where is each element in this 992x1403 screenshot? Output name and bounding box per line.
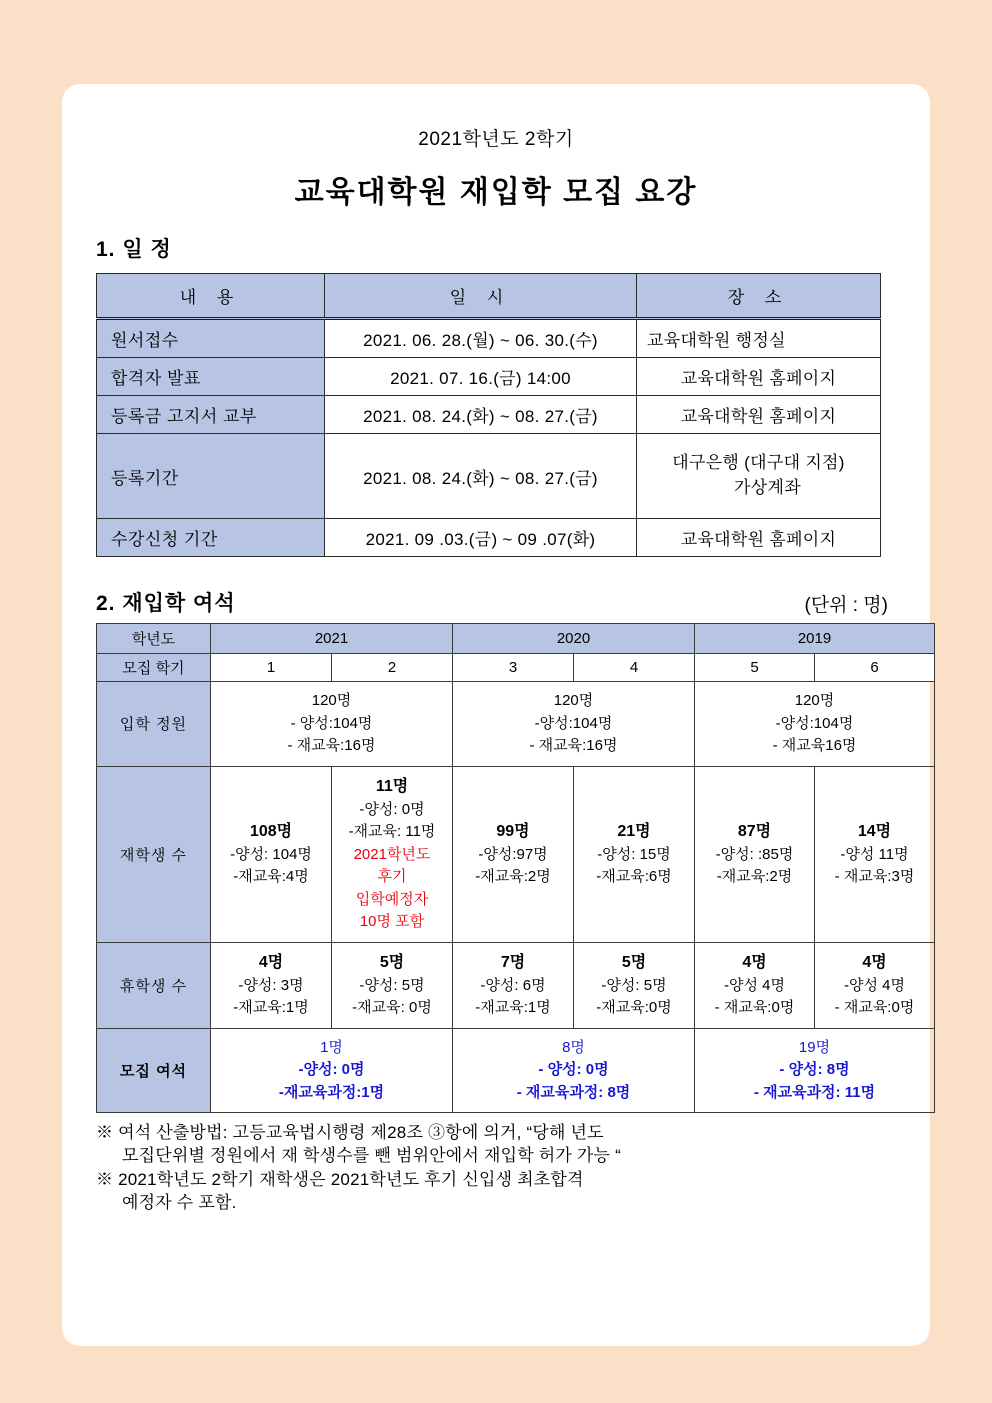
leave-total: 4명 [258,953,284,971]
available-line2: -재교육과정:1명 [278,1083,385,1101]
enrolled-total: 21명 [617,822,651,840]
schedule-cell-datetime: 2021. 07. 16.(금) 14:00 [325,358,637,396]
schedule-cell-place: 교육대학원 홈페이지 [637,396,881,434]
leave-term-2 [332,942,453,1028]
quota-term-6: 6 [815,654,935,682]
available-line1: - 양성: 0명 [538,1061,609,1078]
table-row [97,358,881,396]
leave-term-1 [211,942,332,1028]
leave-total: 4명 [742,953,767,971]
quota-year-row [97,624,935,654]
table-row [97,1028,935,1113]
schedule-cell-datetime: 2021. 09 .03.(금) ~ 09 .07(화) [325,519,637,557]
enrolled-line2: - 재교육:3명 [834,868,915,885]
enrolled-total: 108명 [249,822,293,840]
enrolled-line2: -재교육: 11명 [348,823,436,840]
quota-year-2020: 2020 [453,624,695,654]
enrolled-line2: -재교육:2명 [716,868,793,885]
leave-term-4 [574,942,695,1028]
schedule-cell-content: 등록금 고지서 교부 [97,396,325,434]
leave-line2: -재교육:1명 [233,999,309,1016]
capacity-2020 [453,682,695,767]
capacity-line2: - 재교육:16명 [287,737,376,754]
table-row [97,434,881,519]
enrolled-total: 87명 [737,822,772,840]
enrolled-term-5 [695,766,815,942]
enrolled-note-1: 2021학년도 [353,845,431,863]
capacity-total: 120명 [553,692,594,709]
capacity-line1: -양성:104명 [534,714,613,732]
enrolled-line2: -재교육:2명 [475,868,551,885]
schedule-col-datetime: 일 시 [325,274,637,319]
leave-line2: - 재교육:0명 [714,999,795,1016]
schedule-col-place: 장 소 [637,274,881,319]
leave-term-6 [815,942,935,1028]
quota-year-2019: 2019 [695,624,935,654]
section-1-heading: 1. 일 정 [96,238,172,261]
footnote-2-line2: 예정자 수 포함. [122,1193,237,1213]
schedule-table [96,273,881,557]
quota-year-label: 학년도 [97,624,211,654]
quota-row-label-enrolled: 재학생 수 [97,766,211,942]
footnote-2-line1: ※ 2021학년도 2학기 재학생은 2021학년도 후기 신입생 최초합격 [96,1169,584,1189]
section-2-unit: (단위 : 명) [804,595,888,616]
leave-line1: -양성 4명 [844,976,905,994]
enrolled-note-4: 10명 포함 [359,913,425,930]
leave-line1: -양성: 5명 [359,976,425,994]
enrolled-line2: -재교육:6명 [596,868,672,885]
schedule-col-content: 내 용 [97,274,325,319]
enrolled-note-3: 입학예정자 [355,890,429,908]
available-total: 8명 [562,1038,585,1056]
table-row [97,682,935,767]
document-page [62,84,930,1346]
document-title: 교육대학원 재입학 모집 요강 [294,176,698,209]
available-line2: - 재교육과정: 8명 [516,1083,631,1101]
footnotes [96,1121,900,1215]
quota-year-2021: 2021 [211,624,453,654]
leave-line1: -양성: 5명 [601,976,667,994]
available-2021 [211,1028,453,1113]
leave-line1: -양성 4명 [724,976,785,994]
schedule-cell-place: 교육대학원 행정실 [637,319,881,358]
quota-row-label-capacity: 입학 정원 [97,682,211,767]
available-line1: - 양성: 8명 [779,1061,850,1078]
available-2019 [695,1028,935,1113]
schedule-cell-datetime: 2021. 08. 24.(화) ~ 08. 27.(금) [325,396,637,434]
enrolled-total: 11명 [375,777,409,795]
table-row [97,519,881,557]
quota-term-label: 모집 학기 [97,654,211,682]
available-2020 [453,1028,695,1113]
schedule-cell-content: 합격자 발표 [97,358,325,396]
leave-line2: -재교육:0명 [596,999,672,1016]
leave-term-5 [695,942,815,1028]
schedule-cell-datetime: 2021. 06. 28.(월) ~ 06. 30.(수) [325,319,637,358]
capacity-line2: - 재교육:16명 [529,737,618,754]
quota-term-3: 3 [453,654,574,682]
schedule-cell-place: 교육대학원 홈페이지 [637,519,881,557]
leave-line1: -양성: 6명 [480,976,546,994]
quota-table [96,623,935,1113]
leave-line2: - 재교육:0명 [834,999,915,1016]
quota-term-2: 2 [332,654,453,682]
leave-line1: -양성: 3명 [238,976,304,994]
leave-line2: -재교육: 0명 [352,999,432,1016]
capacity-line2: - 재교육16명 [772,737,857,754]
enrolled-line2: -재교육:4명 [233,868,309,885]
leave-total: 4명 [862,953,887,971]
enrolled-line1: -양성 11명 [840,845,909,863]
capacity-line1: -양성:104명 [775,714,854,732]
schedule-place-line1: 대구은행 (대구대 지점) [672,453,845,473]
enrolled-line1: -양성: 104명 [230,845,312,863]
enrolled-total: 99명 [496,822,530,840]
footnote-1-line2: 모집단위별 정원에서 재 학생수를 뺀 범위안에서 재입학 허가 가능 “ [122,1146,621,1166]
quota-term-4: 4 [574,654,695,682]
leave-line2: -재교육:1명 [475,999,551,1016]
available-total: 19명 [798,1038,831,1056]
schedule-cell-content: 원서접수 [97,319,325,358]
table-row [97,319,881,358]
quota-term-5: 5 [695,654,815,682]
schedule-place-line2: 가상계좌 [734,478,801,497]
enrolled-term-6 [815,766,935,942]
capacity-line1: - 양성:104명 [290,714,373,732]
schedule-cell-place [637,434,881,519]
schedule-cell-datetime: 2021. 08. 24.(화) ~ 08. 27.(금) [325,434,637,519]
quota-row-label-available: 모집 여석 [97,1028,211,1113]
enrolled-line1: -양성: 0명 [359,800,425,818]
available-line1: -양성: 0명 [298,1061,365,1078]
schedule-cell-content: 수강신청 기간 [97,519,325,557]
enrolled-line1: -양성:97명 [478,845,548,863]
document-subtitle: 2021학년도 2학기 [418,129,574,150]
enrolled-note-2: 후기 [377,868,407,885]
enrolled-total: 14명 [857,822,892,840]
capacity-total: 120명 [311,692,352,709]
capacity-2021 [211,682,453,767]
enrolled-term-4 [574,766,695,942]
quota-row-label-leave: 휴학생 수 [97,942,211,1028]
available-line2: - 재교육과정: 11명 [753,1083,876,1101]
leave-total: 7명 [500,953,526,971]
table-row [97,942,935,1028]
section-2-header [92,587,900,617]
table-row [97,396,881,434]
available-total: 1명 [320,1038,343,1056]
quota-term-row [97,654,935,682]
enrolled-term-2 [332,766,453,942]
schedule-cell-place: 교육대학원 홈페이지 [637,358,881,396]
leave-total: 5명 [379,953,405,971]
leave-total: 5명 [621,953,647,971]
enrolled-term-3 [453,766,574,942]
schedule-cell-content: 등록기간 [97,434,325,519]
quota-term-1: 1 [211,654,332,682]
section-2-heading: 2. 재입학 여석 [96,592,236,615]
enrolled-line1: -양성: :85명 [715,845,794,863]
leave-term-3 [453,942,574,1028]
capacity-total: 120명 [794,692,835,709]
schedule-header-row [97,274,881,319]
enrolled-term-1 [211,766,332,942]
table-row [97,766,935,942]
footnote-1-line1: ※ 여석 산출방법: 고등교육법시행령 제28조 ③항에 의거, “당해 년도 [96,1123,604,1142]
enrolled-line1: -양성: 15명 [597,845,671,863]
capacity-2019 [695,682,935,767]
